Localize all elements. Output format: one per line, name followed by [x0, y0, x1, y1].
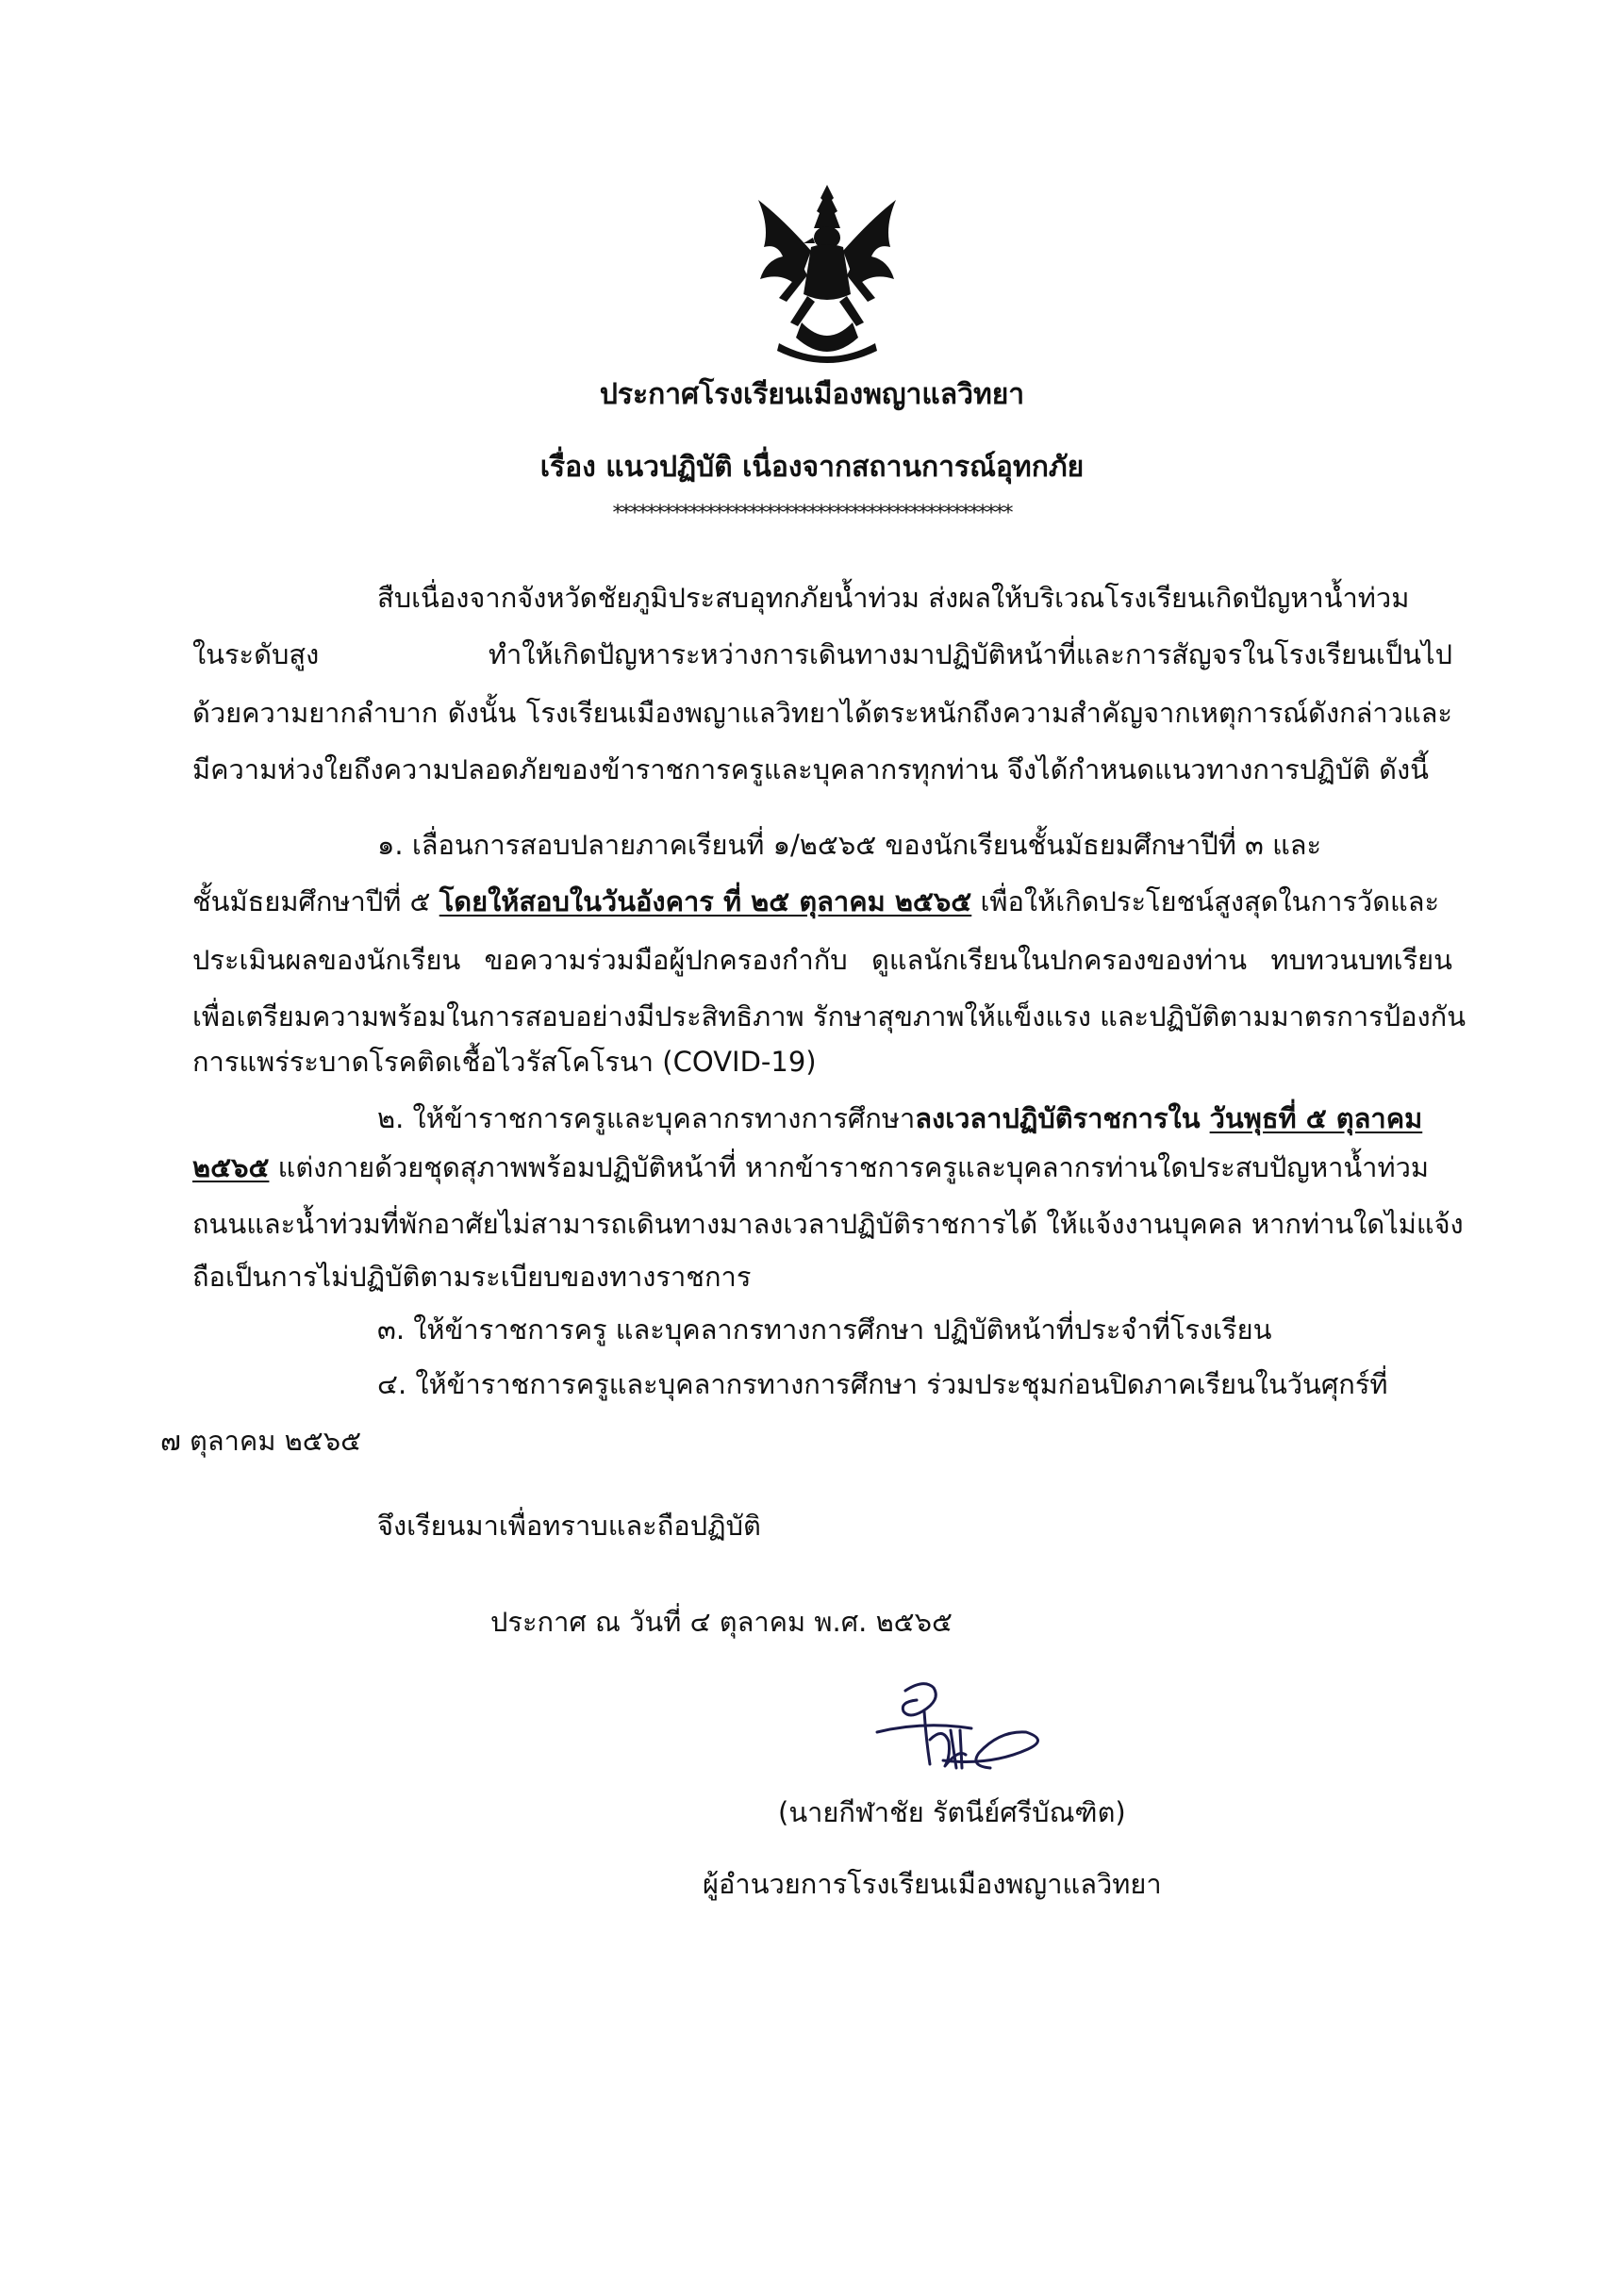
- announcement-title: ประกาศโรงเรียนเมืองพญาแลวิทยา: [599, 378, 1025, 411]
- work-year-emphasis: ๒๕๖๕: [192, 1151, 270, 1183]
- item1-line-3: ประเมินผลของนักเรียน ขอความร่วมมือผู้ปกครองกำกับ ดูแลนักเรียนในปกครองของท่าน ทบทวนบทเรียน: [192, 944, 1452, 976]
- item2-line-2-post: แต่งกายด้วยชุดสุภาพพร้อมปฏิบัติหน้าที่ หากข้าราชการครูและบุคลากรท่านใดประสบปัญหาน้ำท่วม: [269, 1151, 1429, 1183]
- item2-line-4: ถือเป็นการไม่ปฏิบัติตามระเบียบของทางราชการ: [192, 1261, 752, 1293]
- intro-line-4: มีความห่วงใยถึงความปลอดภัยของข้าราชการครูและบุคลากรทุกท่าน จึงได้กำหนดแนวทางการปฏิบัติ ดังนี้: [192, 753, 1429, 785]
- item1-line-4: เพื่อเตรียมความพร้อมในการสอบอย่างมีประสิทธิภาพ รักษาสุขภาพให้แข็งแรง และปฏิบัติตามมาตรการป้องกัน: [192, 1000, 1467, 1032]
- item2-line-1-pre: ๒. ให้ข้าราชการครูและบุคลากรทางการศึกษา: [377, 1102, 916, 1134]
- item1-line-2: [192, 883, 1439, 920]
- intro-line-3: ด้วยความยากลำบาก ดังนั้น โรงเรียนเมืองพญาแลวิทยาได้ตระหนักถึงความสำคัญจากเหตุการณ์ดังกล่าวและ: [192, 697, 1452, 729]
- signatory-position: ผู้อำนวยการโรงเรียนเมืองพญาแลวิทยา: [703, 1868, 1162, 1900]
- item4-line-1: ๔. ให้ข้าราชการครูและบุคลากรทางการศึกษา ร่วมประชุมก่อนปิดภาคเรียนในวันศุกร์ที่: [377, 1368, 1388, 1400]
- item2-line-2: [192, 1148, 1429, 1186]
- intro-line-1: สืบเนื่องจากจังหวัดชัยภูมิประสบอุทกภัยน้ำท่วม ส่งผลให้บริเวณโรงเรียนเกิดปัญหาน้ำท่วม: [377, 582, 1410, 614]
- item1-line-1: ๑. เลื่อนการสอบปลายภาคเรียนที่ ๑/๒๕๖๕ ของนักเรียนชั้นมัธยมศึกษาปีที่ ๓ และ: [377, 829, 1322, 861]
- item1-line-2-pre: ชั้นมัธยมศึกษาปีที่ ๕: [192, 885, 439, 917]
- announcement-subject: เรื่อง แนวปฏิบัติ เนื่องจากสถานการณ์อุทกภัย: [539, 451, 1085, 484]
- item2-line-3: ถนนและน้ำท่วมที่พักอาศัยไม่สามารถเดินทางมาลงเวลาปฏิบัติราชการได้ ให้แจ้งงานบุคคล หากท่านใดไม่แจ้ง: [192, 1208, 1464, 1240]
- closing-line: จึงเรียนมาเพื่อทราบและถือปฏิบัติ: [377, 1510, 761, 1542]
- intro-line-2: ในระดับสูง ทำให้เกิดปัญหาระหว่างการเดินทางมาปฏิบัติหน้าที่และการสัญจรในโรงเรียนเป็นไป: [192, 638, 1452, 670]
- item2-line-1: [377, 1099, 1422, 1137]
- garuda-emblem-icon: [745, 181, 910, 365]
- work-date-emphasis: วันพุธที่ ๕ ตุลาคม: [1209, 1102, 1423, 1134]
- announce-date: ประกาศ ณ วันที่ ๔ ตุลาคม พ.ศ. ๒๕๖๕: [490, 1606, 953, 1638]
- item2-line-1-bold: ลงเวลาปฏิบัติราชการใน: [915, 1102, 1210, 1134]
- item4-line-2: ๗ ตุลาคม ๒๕๖๕: [160, 1425, 362, 1457]
- exam-date-emphasis: โดยให้สอบในวันอังคาร ที่ ๒๕ ตุลาคม ๒๕๖๕: [439, 885, 972, 917]
- signatory-name: (นายกีฬาชัย รัตนีย์ศรีบัณฑิต): [778, 1796, 1126, 1828]
- item3-line: ๓. ให้ข้าราชการครู และบุคลากรทางการศึกษา ปฏิบัติหน้าที่ประจำที่โรงเรียน: [377, 1313, 1272, 1346]
- signature-image: [868, 1674, 1056, 1777]
- divider-stars: ***********************************************: [612, 502, 1012, 525]
- item1-line-2-post: เพื่อให้เกิดประโยชน์สูงสุดในการวัดและ: [971, 885, 1440, 917]
- item1-line-5: การแพร่ระบาดโรคติดเชื้อไวรัสโคโรนา (COVID-19): [192, 1046, 817, 1078]
